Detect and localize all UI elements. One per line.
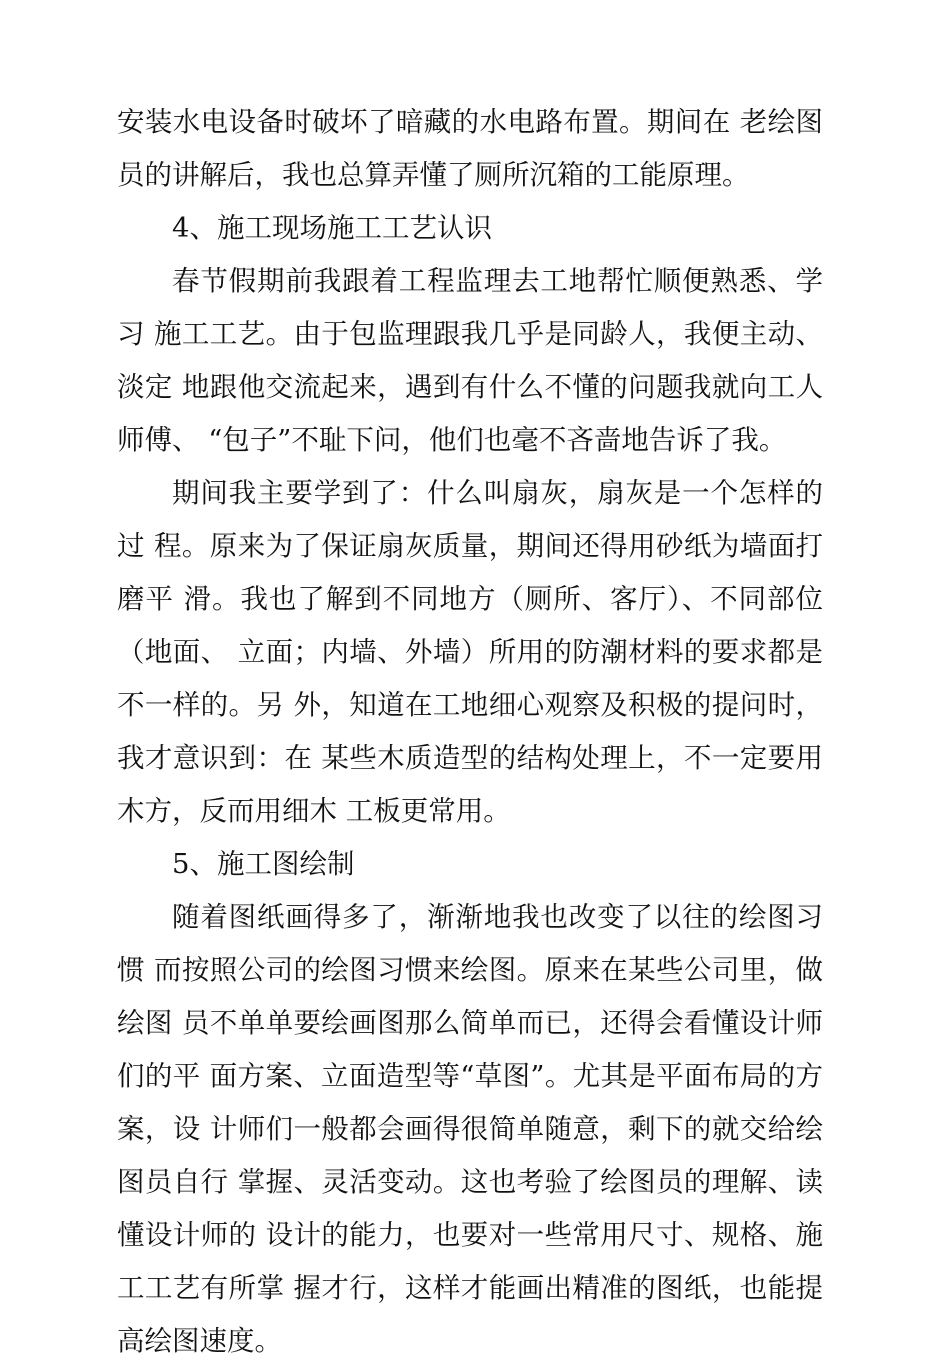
heading-section-5: 5、施工图绘制: [172, 848, 355, 880]
document-text-block: [117, 96, 823, 1368]
heading-section-4: 4、施工现场施工工艺认识: [172, 212, 492, 244]
paragraph-section-4-body: 春节假期前我跟着工程监理去工地帮忙顺便熟悉、学习 施工工艺。由于包监理跟我几乎是同龄人，我便主动、淡定 地跟他交流起来，遇到有什么不懂的问题我就向工人师傅、 “包子”不耻下问，他们也毫不吝啬地告诉了我。: [117, 265, 823, 456]
paragraph-continuation: 安装水电设备时破坏了暗藏的水电路布置。期间在 老绘图员的讲解后，我也总算弄懂了厕所沉箱的工能原理。: [117, 106, 823, 191]
paragraph-section-5-body: 随着图纸画得多了，渐渐地我也改变了以往的绘图习惯 而按照公司的绘图习惯来绘图。原来在某些公司里，做绘图 员不单单要绘画图那么简单而已，还得会看懂设计师们的平 面方案、立面造型等“草图”。尤其是平面布局的方案，设 计师们一般都会画得很简单随意，剩下的就交给绘图员自行 掌握、灵活变动。这也考验了绘图员的理解、读懂设计师的 设计的能力，也要对一些常用尺寸、规格、施工工艺有所掌 握才行，这样才能画出精准的图纸，也能提高绘图速度。: [117, 901, 823, 1357]
paragraph-learning-points: 期间我主要学到了：什么叫扇灰，扇灰是一个怎样的过 程。原来为了保证扇灰质量，期间还得用砂纸为墙面打磨平 滑。我也了解到不同地方（厕所、客厅）、不同部位（地面、 立面；内墙、外墙）所用的防潮材料的要求都是不一样的。另 外，知道在工地细心观察及积极的提问时，我才意识到：在 某些木质造型的结构处理上，不一定要用木方，反而用细木 工板更常用。: [117, 477, 823, 827]
